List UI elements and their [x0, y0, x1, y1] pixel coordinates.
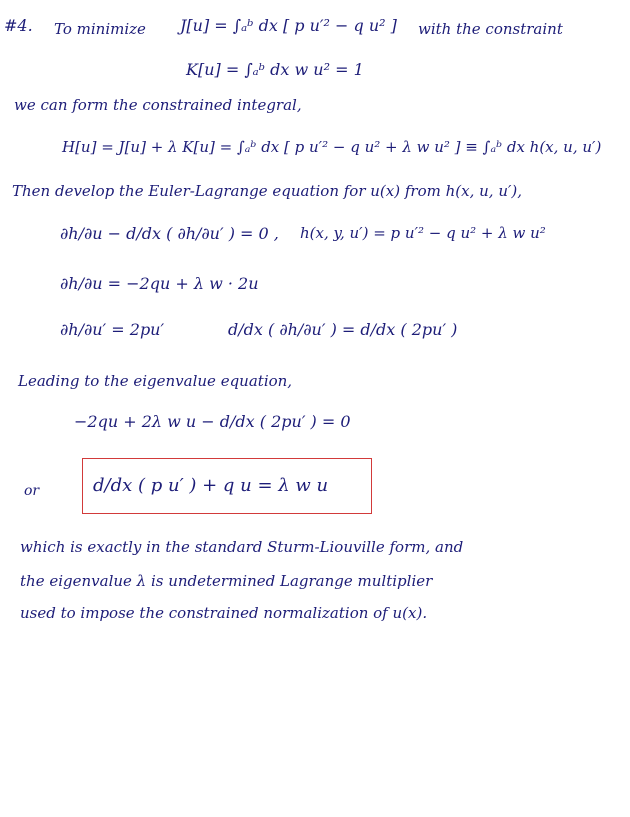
constraint-text: with the constraint — [418, 20, 563, 38]
functional-j: J[u] = ∫ₐᵇ dx [ p u′² − q u² ] — [180, 16, 397, 35]
euler-lagrange-equation: ∂h/∂u − d/dx ( ∂h/∂u′ ) = 0 , — [60, 224, 279, 243]
functional-h: H[u] = J[u] + λ K[u] = ∫ₐᵇ dx [ p u′² − q u² + λ w u² ] ≡ ∫ₐᵇ dx h(x, u, u′) — [62, 138, 602, 156]
eigen-equation-1: −2qu + 2λ w u − d/dx ( 2pu′ ) = 0 — [74, 412, 351, 431]
then-text: Then develop the Euler-Lagrange equation for u(x) from h(x, u, u′), — [12, 182, 522, 200]
ddx-dh-dup-expression: d/dx ( ∂h/∂u′ ) = d/dx ( 2pu′ ) — [228, 320, 458, 339]
or-text: or — [24, 483, 40, 499]
conclusion-line-3: used to impose the constrained normalization of u(x). — [20, 604, 428, 622]
dh-du-expression: ∂h/∂u = −2qu + λ w · 2u — [60, 274, 259, 293]
intro-text: To minimize — [54, 20, 146, 38]
h-definition: h(x, y, u′) = p u′² − q u² + λ w u² — [300, 224, 546, 242]
conclusion-line-2: the eigenvalue λ is undetermined Lagrange multiplier — [20, 572, 433, 590]
functional-k: K[u] = ∫ₐᵇ dx w u² = 1 — [186, 60, 364, 79]
boxed-result — [82, 458, 372, 514]
leading-text: Leading to the eigenvalue equation, — [18, 372, 293, 390]
eigen-equation-boxed: d/dx ( p u′ ) + q u = λ w u — [93, 475, 329, 496]
dh-dup-expression: ∂h/∂u′ = 2pu′ — [60, 320, 165, 339]
form-text: we can form the constrained integral, — [14, 96, 302, 114]
conclusion-line-1: which is exactly in the standard Sturm-Liouville form, and — [20, 538, 464, 556]
problem-number: #4. — [4, 16, 33, 35]
